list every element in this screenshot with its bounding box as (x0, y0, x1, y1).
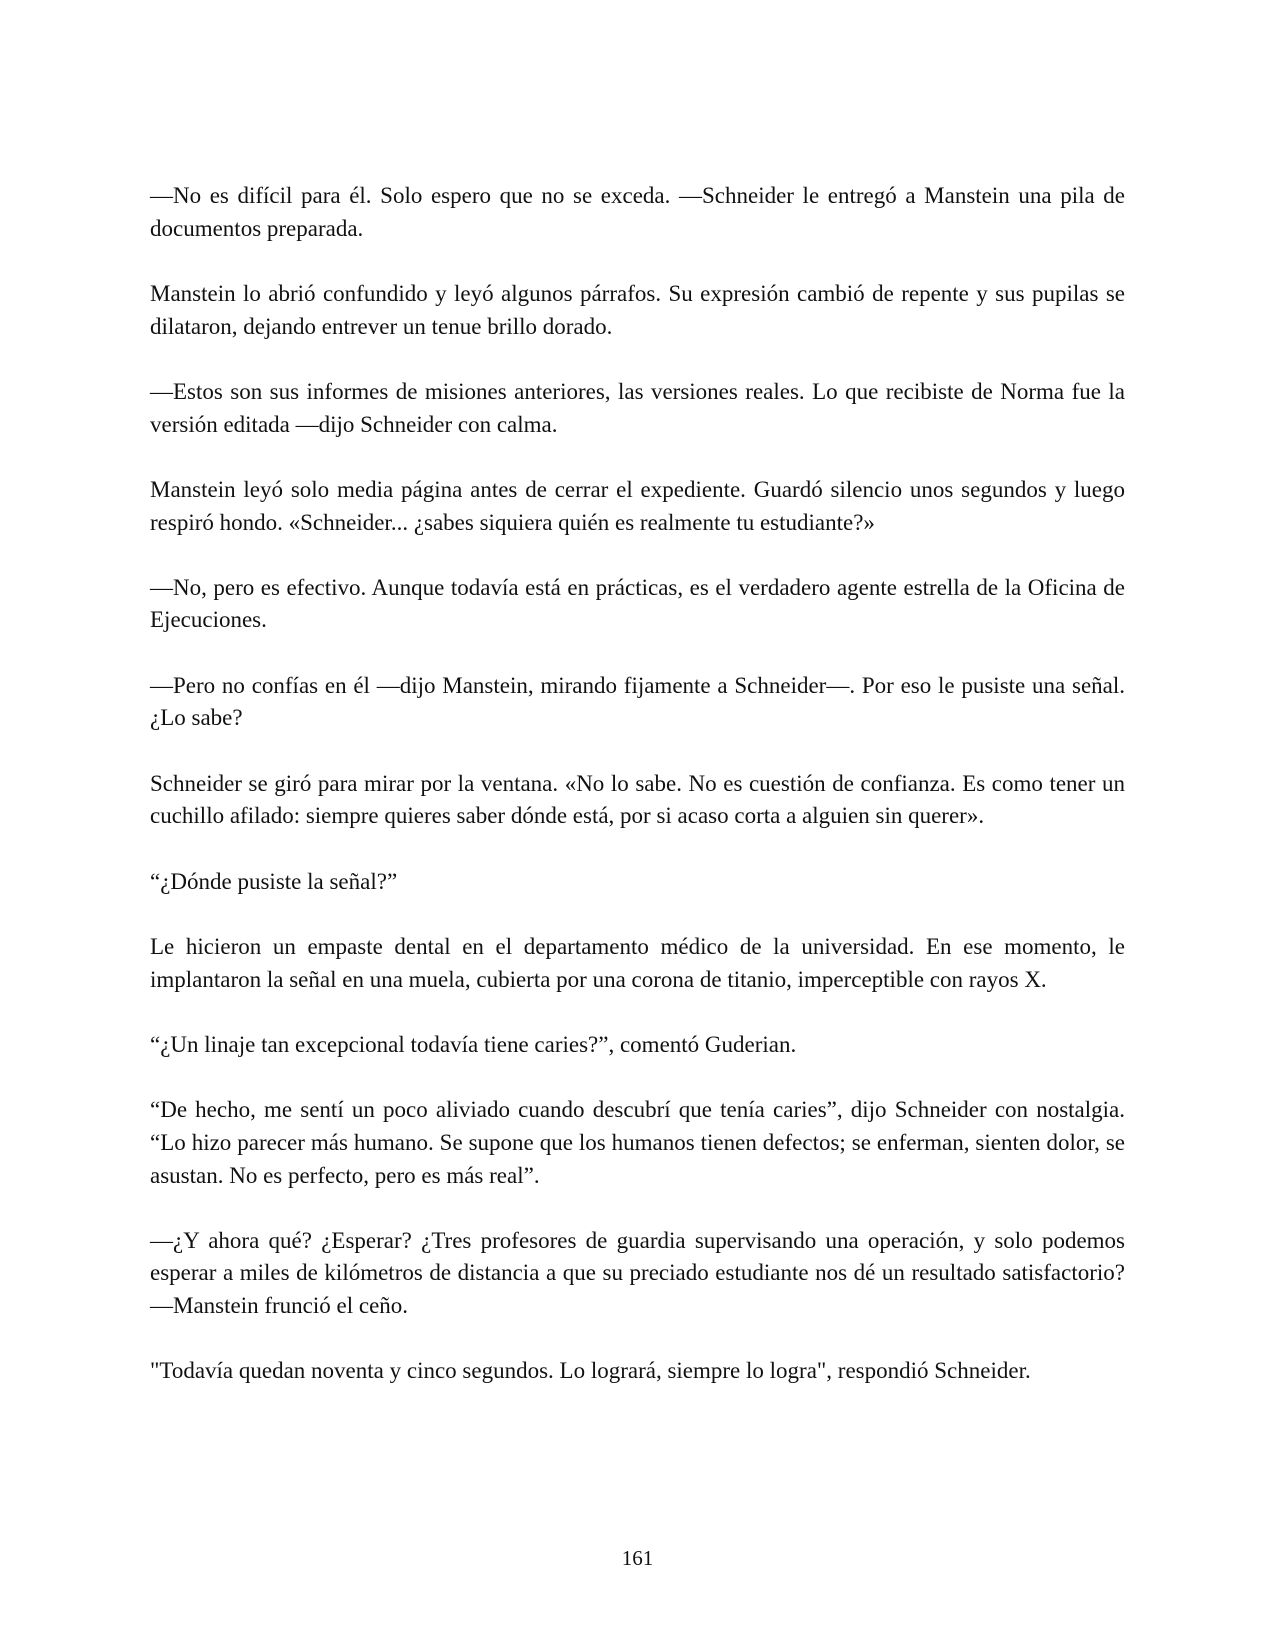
page-number: 161 (621, 1546, 654, 1570)
paragraph: —¿Y ahora qué? ¿Esperar? ¿Tres profesores de guardia supervisando una operación, y solo podemos esperar a miles de kilómetros de distancia a que su preciado estudiante nos dé un resultado satisfactorio? —Manstein frunció el ceño. (150, 1227, 1125, 1319)
paragraph: “De hecho, me sentí un poco aliviado cuando descubrí que tenía caries”, dijo Schneider con nostalgia. “Lo hizo parecer más humano. Se supone que los humanos tienen defectos; se enferman, sienten dolor, se asustan. No es perfecto, pero es más real”. (150, 1097, 1125, 1188)
paragraph: —Pero no confías en él —dijo Manstein, mirando fijamente a Schneider—. Por eso le pusiste una señal. ¿Lo sabe? (150, 672, 1125, 731)
paragraph: "Todavía quedan noventa y cinco segundos. Lo logrará, siempre lo logra", respondió Schneider. (150, 1358, 1031, 1384)
paragraph: “¿Dónde pusiste la señal?” (150, 868, 398, 894)
paragraph: “¿Un linaje tan excepcional todavía tiene caries?”, comentó Guderian. (150, 1031, 797, 1057)
paragraph: Schneider se giró para mirar por la ventana. «No lo sabe. No es cuestión de confianza. Es como tener un cuchillo afilado: siempre quieres saber dónde está, por si acaso corta a alguien sin querer». (150, 770, 1125, 829)
paragraph: —No, pero es efectivo. Aunque todavía está en prácticas, es el verdadero agente estrella de la Oficina de Ejecuciones. (150, 574, 1125, 633)
paragraph: Le hicieron un empaste dental en el departamento médico de la universidad. En ese momento, le implantaron la señal en una muela, cubierta por una corona de titanio, imperceptible con rayos X. (150, 933, 1125, 992)
paragraph: Manstein leyó solo media página antes de cerrar el expediente. Guardó silencio unos segundos y luego respiró hondo. «Schneider... ¿sabes siquiera quién es realmente tu estudiante?» (150, 476, 1125, 535)
paragraph: —No es difícil para él. Solo espero que no se exceda. —Schneider le entregó a Manstein una pila de documentos preparada. (150, 183, 1125, 241)
paragraph: Manstein lo abrió confundido y leyó algunos párrafos. Su expresión cambió de repente y sus pupilas se dilataron, dejando entrever un tenue brillo dorado. (150, 280, 1125, 339)
body-text (150, 180, 1125, 1421)
paragraph: —Estos son sus informes de misiones anteriores, las versiones reales. Lo que recibiste de Norma fue la versión editada —dijo Schneider con calma. (150, 378, 1125, 437)
